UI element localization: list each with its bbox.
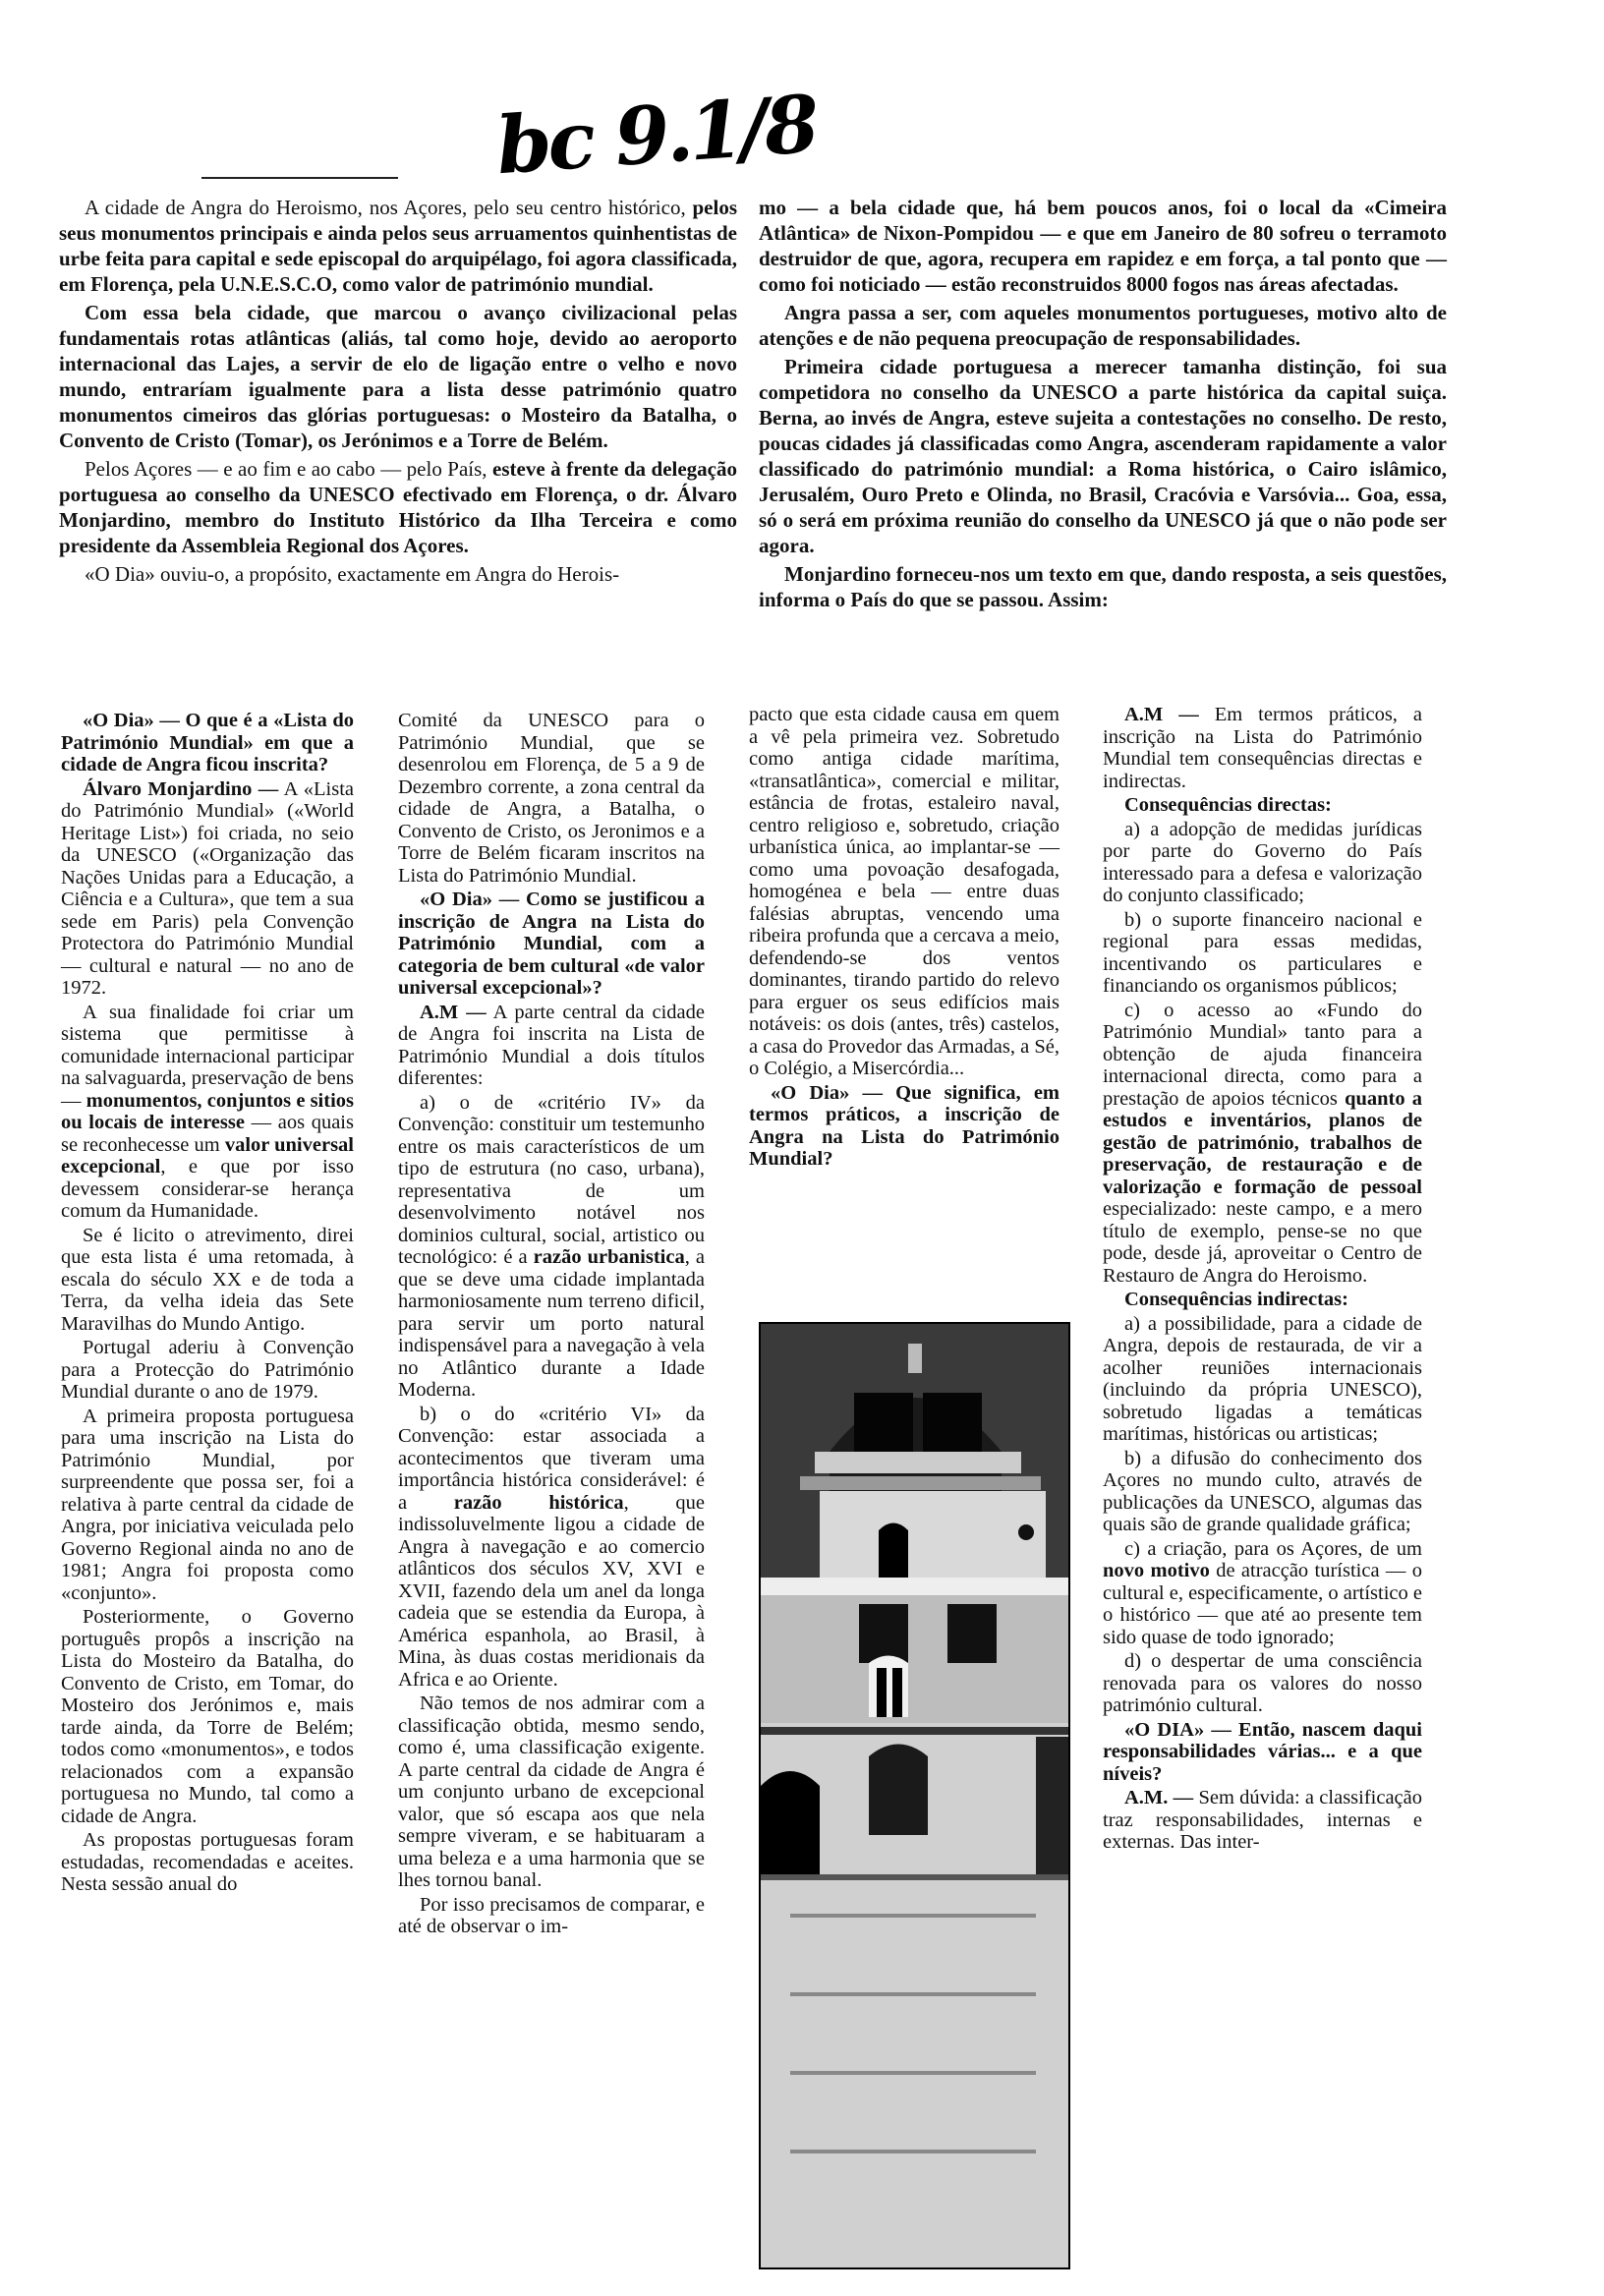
- paragraph: [759, 195, 1447, 297]
- text: a) a possibilidade, para a cidade de Angra, depois de restaurada, de vir a acolher reuniões internacionais (incluindo da própria UNESCO), sobretudo ligadas a temáticas marítimas, históricas ou artisticas;: [1103, 1312, 1422, 1445]
- text: Em termos práticos, a inscrição na Lista do Património Mundial tem consequências directas e indirectas.: [1103, 704, 1422, 792]
- text: Comité da UNESCO para o Património Mundial, que se desenrolou em Florença, de 5 a 9 de Dezembro corrente, a zona central da cidade de Angra, a Batalha, o Convento de Cristo, os Jeronimos e a Torre de Belém ficaram inscritos na Lista do Património Mundial.: [398, 710, 705, 887]
- text: d) o despertar de uma consciência renovada para os valores do nosso património cultural.: [1103, 1650, 1422, 1716]
- text: «O DIA» — Então, nascem daqui responsabilidades várias... e a que níveis?: [1103, 1718, 1422, 1785]
- bold-text: A.M —: [1124, 704, 1199, 725]
- bold-text: quanto a estudos e inventários, planos de gestão de património, trabalhos de preservação, de restauração e de valorização e formação de pessoal: [1103, 1087, 1422, 1198]
- intro-left-column: [59, 195, 737, 590]
- text: «O Dia» — O que é a «Lista do Património Mundial» em que a cidade de Angra ficou inscrita?: [61, 710, 354, 775]
- paragraph: [61, 1337, 354, 1404]
- paragraph: [1103, 1313, 1422, 1446]
- text: Pelos Açores — e ao fim e ao cabo — pelo País,: [85, 457, 493, 481]
- text: Portugal aderiu à Convenção para a Protecção do Património Mundial durante o ano de 1979.: [61, 1337, 354, 1403]
- bold-text: Álvaro Monjardino —: [83, 777, 279, 800]
- text: especializado: neste campo, e a mero título de exemplo, pense-se no que pode, desde já, aproveitar o Centro de Restauro de Angra do Heroismo.: [1103, 1198, 1422, 1287]
- question: [61, 710, 354, 776]
- paragraph: [1103, 1650, 1422, 1717]
- paragraph: [398, 1693, 705, 1892]
- text: Se é licito o atrevimento, direi que esta lista é uma retomada, à escala do século XX e de toda a Terra, da velha ideia das Sete Maravilhas do Mundo Antigo.: [61, 1224, 354, 1335]
- text: Por isso precisamos de comparar, e até de observar o im-: [398, 1893, 705, 1937]
- top-rule: [201, 177, 398, 179]
- article-column-3: [749, 704, 1060, 1173]
- text: A «Lista do Património Mundial» («World Heritage List») foi criada, no seio da UNESCO («Organização das Nações Unidas para a Educação, a Ciência e a Cultura», que tem a sua sede em Paris) pela Convenção Protectora do Património Mundial — cultural e natural — no ano de 1972.: [61, 777, 354, 999]
- paragraph: [1103, 909, 1422, 998]
- text: Consequências directas:: [1124, 794, 1332, 816]
- text: A parte central da cidade de Angra foi inscrita na Lista de Património Mundial a dois títulos diferentes:: [398, 1001, 705, 1089]
- tower-illustration: [761, 1324, 1068, 2267]
- answer: [1103, 1787, 1422, 1854]
- article-column-4: [1103, 704, 1422, 1856]
- text: Angra passa a ser, com aqueles monumentos portugueses, motivo alto de atenções e de não pequena preocupação de responsabilidades.: [759, 301, 1447, 350]
- paragraph: [61, 1829, 354, 1896]
- paragraph: [61, 1002, 354, 1223]
- bold-text: Com essa bela cidade, que marcou o avanço civilizacional pelas fundamentais rotas atlânticas (aliás, tal como hoje, devido ao aeroporto internacional das Lajes, a servir de elo de ligação entre o velho e novo mundo, entraríam igualmente para a lista desse património quatro monumentos cimeiros das glórias portuguesas: o Mosteiro da Batalha, o Convento de Cristo (Tomar), os Jerónimos e a Torre de Belém.: [59, 301, 737, 452]
- paragraph: [59, 195, 737, 297]
- subheading: [1103, 794, 1422, 817]
- text: , a que se deve uma cidade implantada harmoniosamente num terreno dificil, para servir um porto natural indispensável para a navegação à vela no Atlântico durante a Idade Moderna.: [398, 1246, 705, 1401]
- subheading: [1103, 1289, 1422, 1311]
- text: As propostas portuguesas foram estudadas, recomendadas e aceites. Nesta sessão anual do: [61, 1829, 354, 1895]
- paragraph: [1103, 1538, 1422, 1649]
- text: Não temos de nos admirar com a classificação obtida, mesmo sendo, como é, uma classificação exigente. A parte central da cidade de Angra é um conjunto urbano de excepcional valor, que só escapa aos que nela sempre viveram, e se habituaram a uma beleza e a uma harmonia que se lhes tornou banal.: [398, 1693, 705, 1891]
- text: Posteriormente, o Governo português propôs a inscrição na Lista do Mosteiro da Batalha, do Convento de Cristo, em Tomar, do Mosteiro dos Jerónimos e, mais tarde ainda, da Torre de Belém; todos como «monumentos», e todos relacionados com a expansão portuguesa no Mundo, tal como a cidade de Angra.: [61, 1606, 354, 1827]
- bold-text: valor universal excepcional: [61, 1133, 354, 1177]
- paragraph: [759, 300, 1447, 351]
- text: a) a adopção de medidas jurídicas por parte do Governo do País interessado para a defesa e valorização do conjunto classificado;: [1103, 818, 1422, 906]
- article-column-1: [61, 710, 354, 1898]
- tower-photo: [759, 1322, 1070, 2269]
- paragraph: [61, 1406, 354, 1605]
- text: b) a difusão do conhecimento dos Açores no mundo culto, através de publicações da UNESCO, algumas das quais são de grande qualidade gráfica;: [1103, 1447, 1422, 1535]
- text: «O Dia» — Que significa, em termos práticos, a inscrição de Angra na Lista do Património Mundial?: [749, 1081, 1060, 1170]
- paragraph: [398, 1092, 705, 1402]
- text: a) o de «critério IV» da Convenção: constituir um testemunho entre os mais característicos de um tipo de estrutura (no caso, urbana), representativa de um desenvolvimento notável nos dominios cultural, social, artistico ou tecnológico: é a: [398, 1091, 705, 1268]
- article-column-2: [398, 710, 705, 1940]
- answer: [1103, 704, 1422, 792]
- paragraph: [398, 1404, 705, 1692]
- paragraph: [61, 1225, 354, 1336]
- paragraph: [398, 1894, 705, 1938]
- bold-text: novo motivo: [1103, 1560, 1210, 1581]
- text: A primeira proposta portuguesa para uma inscrição na Lista do Património Mundial, por surpreendente que possa ser, foi a relativa à parte central da cidade de Angra, por iniciativa veiculada pelo Governo Regional ainda no ano de 1981; Angra foi proposta como «conjunto».: [61, 1405, 354, 1604]
- paragraph: [1103, 1000, 1422, 1288]
- answer: [398, 1002, 705, 1090]
- text: Sem dúvida: a classificação traz responsabilidades, internas e externas. Das inter-: [1103, 1787, 1423, 1853]
- paragraph: [1103, 819, 1422, 907]
- question: [398, 889, 705, 1000]
- text: , e que por isso devessem considerar-se herança comum da Humanidade.: [61, 1156, 354, 1222]
- text: Primeira cidade portuguesa a merecer tamanha distinção, foi sua competidora no conselho da UNESCO a parte histórica da capital suiça. Berna, ao invés de Angra, esteve sujeita a contestações no conselho. De resto, poucas cidades já classificadas como Angra, ascenderam rapidamente a valor classificado do património mundial: a Roma histórica, o Cairo islâmico, Jerusalém, Ouro Preto e Olinda, no Brasil, Cracóvia e Varsóvia... Goa, essa, só o será em próxima reunião do conselho da UNESCO já que o não pode ser agora.: [759, 355, 1447, 557]
- paragraph: [61, 1606, 354, 1827]
- text: «O Dia» ouviu-o, a propósito, exactamente em Angra do Herois-: [85, 562, 620, 586]
- text: de atracção turística — o cultural e, especificamente, o artístico e o histórico — que até ao presente tem sido quase de todo ignorado;: [1103, 1560, 1423, 1648]
- paragraph: [759, 561, 1447, 612]
- text: , que indissoluvelmente ligou a cidade de Angra à navegação e ao comercio atlânticos dos séculos XV, XVI e XVII, fazendo dela um anel da longa cadeia que se estendia da Europa, à América espanhola, ao Brasil, à Mina, às duas costas meridionais da Africa e ao Oriente.: [398, 1491, 705, 1691]
- bold-text: razão urbanistica: [533, 1246, 685, 1268]
- bold-text: pelos seus monumentos principais e ainda pelos seus arruamentos quinhentistas de urbe feita para capital e sede episcopal do arquipélago, foi agora classificada, em Florença, pela U.N.E.S.C.O, como valor de património mundial.: [59, 196, 737, 296]
- paragraph: [398, 710, 705, 887]
- paragraph: [59, 300, 737, 453]
- bold-text: monumentos, conjuntos e sitios ou locais de interesse: [61, 1089, 355, 1133]
- text: Consequências indirectas:: [1124, 1289, 1348, 1310]
- paragraph: [749, 704, 1060, 1080]
- paragraph: [1103, 1448, 1422, 1536]
- text: Monjardino forneceu-nos um texto em que, dando resposta, a seis questões, informa o País do que se passou. Assim:: [759, 562, 1447, 611]
- question: [749, 1082, 1060, 1171]
- text: pacto que esta cidade causa em quem a vê pela primeira vez. Sobretudo como antiga cidade marítima, «transatlântica», comercial e militar, estância de frotas, estaleiro naval, centro religioso e, sobretudo, criação urbanística única, ao implantar-se — como uma povoação desafogada, homogénea e bela — entre duas falésias abruptas, vencendo uma ribeira profunda que a cercava a meio, defendendo-se dos ventos dominantes, tirando partido do relevo para erguer os seus edifícios mais notáveis: os dois (antes, três) castelos, a casa do Provedor das Armadas, a Sé, o Colégio, a Misercórdia...: [749, 704, 1060, 1079]
- text: — aos quais se reconhecesse um: [61, 1112, 354, 1156]
- text: c) a criação, para os Açores, de um: [1124, 1537, 1422, 1560]
- text: b) o suporte financeiro nacional e regional para essas medidas, incentivando os particulares e financiando os organismos públicos;: [1103, 908, 1422, 997]
- intro-right-column: [759, 195, 1447, 615]
- paragraph: [759, 354, 1447, 558]
- bold-text: A.M —: [420, 1001, 487, 1023]
- question: [1103, 1719, 1422, 1786]
- handwritten-annotation: bc 9.1/8: [493, 77, 819, 193]
- bold-text: esteve à frente da delegação portuguesa ao conselho da UNESCO efectivado em Florença, o dr. Álvaro Monjardino, membro do Instituto Histórico da Ilha Terceira e como presidente da Assembleia Regional dos Açores.: [59, 457, 737, 557]
- text: «O Dia» — Como se justificou a inscrição de Angra na Lista do Património Mundial, com a categoria de bem cultural «de valor universal excepcional»?: [398, 889, 705, 999]
- text: A cidade de Angra do Heroismo, nos Açores, pelo seu centro histórico,: [85, 196, 693, 219]
- paragraph: [59, 561, 737, 587]
- bold-text: razão histórica: [453, 1491, 624, 1514]
- paragraph: [59, 456, 737, 558]
- text: mo — a bela cidade que, há bem poucos anos, foi o local da «Cimeira Atlântica» de Nixon-Pompidou — e que em Janeiro de 80 sofreu o terramoto destruidor de que, agora, recupera em rapidez e em força, a tal ponto que — como foi noticiado — estão reconstruidos 8000 fogos nas áreas afectadas.: [759, 196, 1447, 296]
- text: c) o acesso ao «Fundo do Património Mundial» tanto para a obtenção de ajuda financeira internacional directa, como para a prestação de apoios técnicos: [1103, 999, 1422, 1110]
- answer: [61, 778, 354, 1000]
- text: A sua finalidade foi criar um sistema que permitisse à comunidade internacional participar na salvaguarda, preservação de bens —: [61, 1001, 354, 1112]
- bold-text: A.M. —: [1124, 1787, 1194, 1808]
- text: b) o do «critério VI» da Convenção: estar associada a acontecimentos que tiveram uma importância histórica considerável: é a: [398, 1403, 705, 1514]
